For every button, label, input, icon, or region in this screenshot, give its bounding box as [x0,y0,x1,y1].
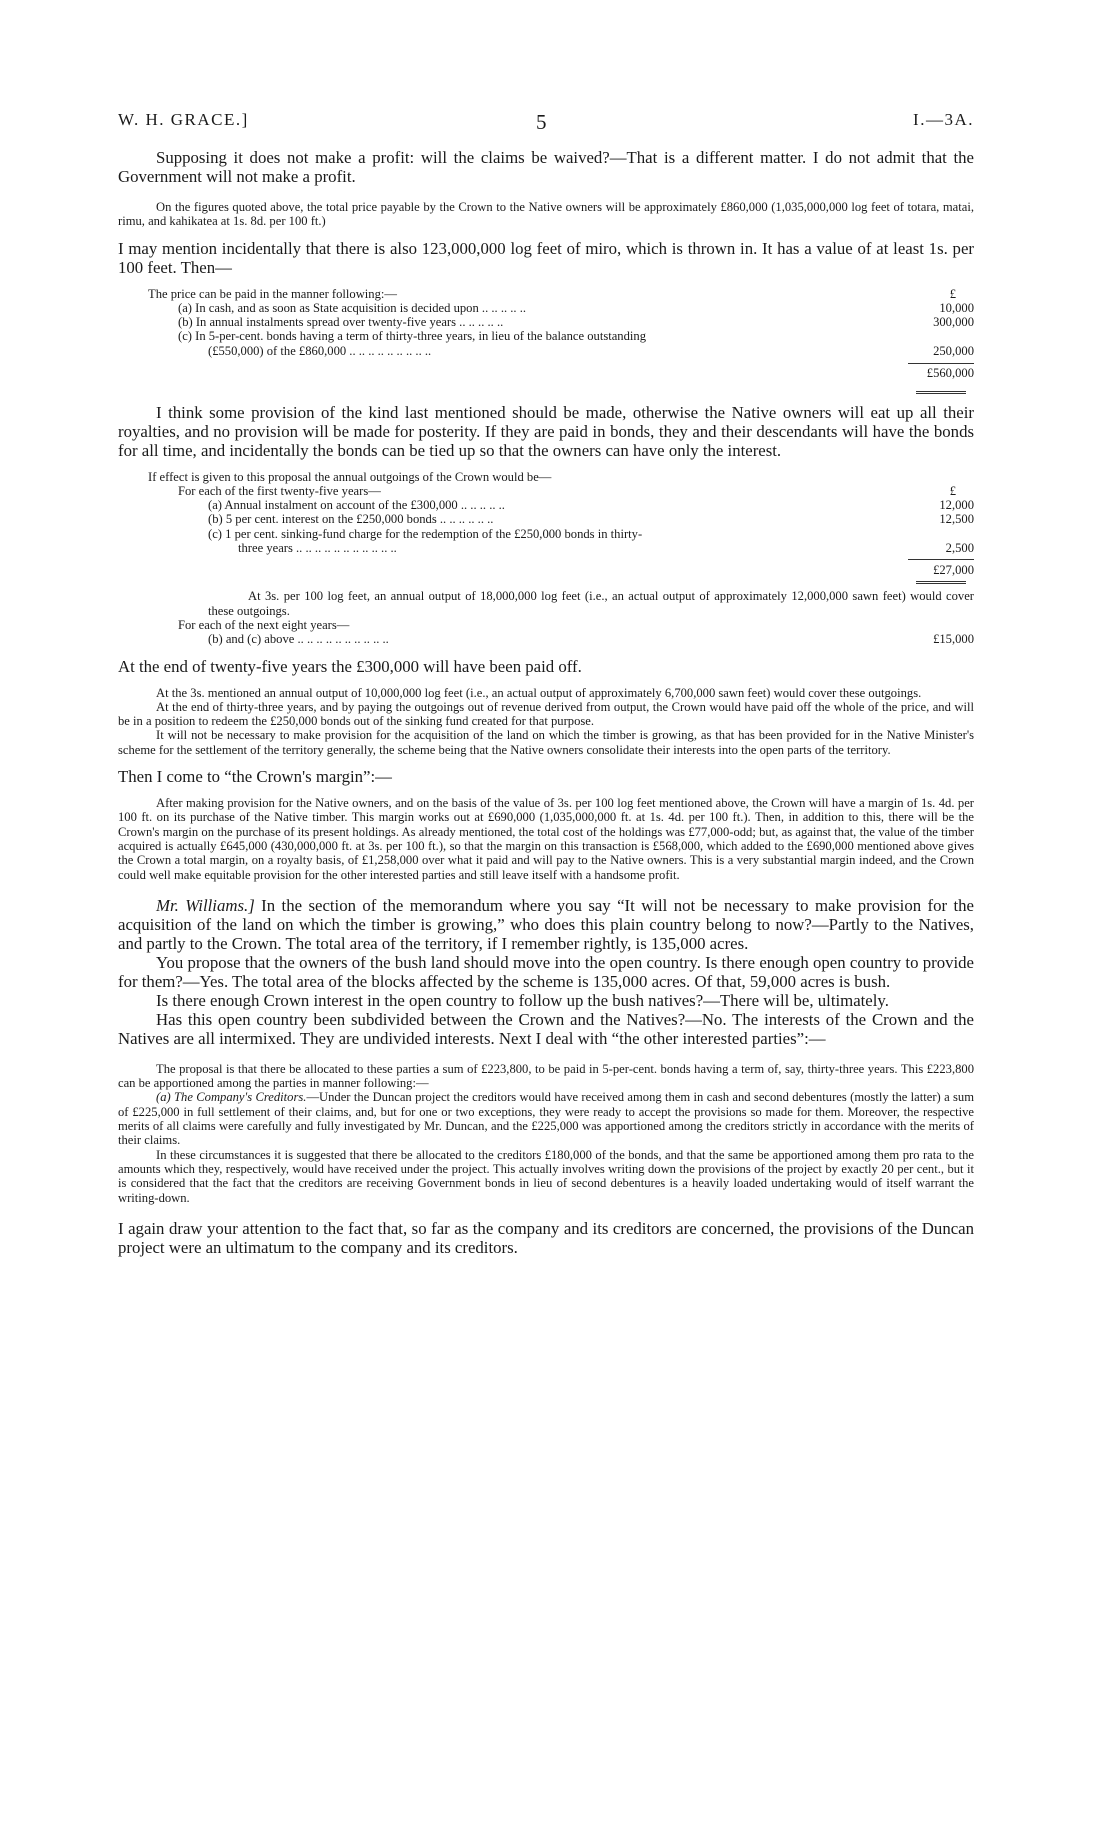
price-table-total: £560,000 [926,366,974,381]
price-row-a-amount: 10,000 [939,300,974,315]
outgoings-rule [908,559,974,560]
price-row-b-amount: 300,000 [933,315,974,330]
header-witness-name: W. H. GRACE.] [118,110,249,129]
outgoings-total: £27,000 [933,563,974,578]
paragraph-miro: I may mention incidentally that there is also 123,000,000 log feet of miro, which is thrown in. It has a value of at least 1s. per 100 feet. Then— [118,238,974,277]
outgoings-intro: If effect is given to this proposal the annual outgoings of the Crown would be— [148,469,552,484]
paragraph-subdivided: Has this open country been subdivided between the Crown and the Natives?—No. The interests of the Crown and the Natives are all intermixed. They are undivided interests. Next I deal with “the other interested parties”:— [118,1009,974,1048]
paragraph-open-country: You propose that the owners of the bush land should move into the open country. Is there enough open country to provide for them?—Yes. The total area of the blocks affected by the scheme is 135,000 acres. Of that, 59,000 acres is bush. [118,952,974,991]
price-payment-table [118,287,974,391]
outgoings-row-c-label-cont: three years .. .. .. .. .. .. .. .. .. .. .. [238,541,397,556]
paragraph-crown-margin-heading: Then I come to “the Crown's margin”:— [118,767,392,787]
document-page [118,110,974,1257]
outgoings-row-bc-amount: £15,000 [933,632,974,647]
outgoings-first-years: For each of the first twenty-five years— [178,483,381,498]
paragraph-company-creditors [118,1090,974,1147]
outgoings-next-years: For each of the next eight years— [178,617,350,632]
price-table-currency: £ [949,286,956,301]
williams-question-text: In the section of the memorandum where you say “It will not be necessary to make provision for the acquisition of the land on which the timber is growing,” who does this plain country belong to now?—Partly to the Natives, and partly to the Crown. The total area of the territory, if I remember rightly, is 135,000 acres. [118,895,975,953]
outgoings-row-bc-label: (b) and (c) above .. .. .. .. .. .. .. .. .. .. [208,632,389,647]
outgoings-row-a-label: (a) Annual instalment on account of the £300,000 .. .. .. .. .. [208,498,505,513]
price-row-c-amount: 250,000 [933,343,974,358]
paragraph-paid-off: At the end of twenty-five years the £300,000 will have been paid off. [118,656,582,676]
outgoings-currency: £ [949,483,956,498]
outgoings-row-c-label: (c) 1 per cent. sinking-fund charge for the redemption of the £250,000 bonds in thirty- [208,526,643,541]
price-row-b-label: (b) In annual instalments spread over twenty-five years .. .. .. .. .. [178,315,504,330]
paragraph-creditors-allocation: In these circumstances it is suggested that there be allocated to the creditors £180,000 of the bonds, and that the same be apportioned among them pro rata to the amounts which they, respectively, would have received under the project. This actually involves writing down the provisions of the project by exactly 20 per cent., but it is considered that the fact that the creditors are receiving Government bonds in lieu of second debentures is a heavily loaded undertaking would of itself warrant the writing-down. [118,1147,974,1205]
outgoings-row-c-amount: 2,500 [945,541,974,556]
paragraph-allocation-proposal: The proposal is that there be allocated to these parties a sum of £223,800, to be paid in 5-per-cent. bonds having a term of, say, thirty-three years. This £223,800 can be apportioned among the parties in manner following:— [118,1061,974,1091]
price-table-double-rule [916,391,966,394]
price-row-a-label: (a) In cash, and as soon as State acquisition is decided upon .. .. .. .. .. [178,300,527,315]
outgoings-table [118,470,974,647]
paragraph-williams-question [118,896,974,953]
price-table-rule [908,363,974,364]
outgoings-row-b-label: (b) 5 per cent. interest on the £250,000 bonds .. .. .. .. .. .. [208,512,494,527]
price-row-c-label-cont: (£550,000) of the £860,000 .. .. .. .. .. .. .. .. .. [208,343,432,358]
header-paper-ref: I.—3A. [913,110,974,129]
paragraph-crown-interest: Is there enough Crown interest in the open country to follow up the bush natives?—There will be, ultimately. [156,990,889,1010]
paragraph-thirty-three-years: At the end of thirty-three years, and by paying the outgoings out of revenue derived from output, the Crown would have paid off the whole of the price, and will be in a position to redeem the £250,000 bonds out of the sinking fund created for that purpose. [118,699,974,729]
paragraph-duncan-ultimatum: I again draw your attention to the fact that, so far as the company and its creditors are concerned, the provisions of the Duncan project were an ultimatum to the company and its creditors. [118,1218,974,1257]
paragraph-profit-question: Supposing it does not make a profit: will the claims be waived?—That is a different matter. I do not admit that the Government will not make a profit. [118,148,974,186]
outgoings-output-note: At 3s. per 100 log feet, an annual output of 18,000,000 log feet (i.e., an actual output of approximately 12,000,000 sawn feet) would cover these outgoings. [208,589,974,618]
outgoings-row-b-amount: 12,500 [939,512,974,527]
paragraph-annual-output: At the 3s. mentioned an annual output of 10,000,000 log feet (i.e., an actual output of approximately 6,700,000 sawn feet) would cover these outgoings. [156,685,922,700]
page-number: 5 [536,110,548,134]
creditors-lead: (a) The Company's Creditors. [156,1090,307,1105]
paragraph-crown-margin: After making provision for the Native owners, and on the basis of the value of 3s. per 100 log feet mentioned above, the Crown will have a margin of 1s. 4d. per 100 ft. on its purchase of the Native timber. This margin works out at £690,000 (1,035,000,000 ft. at 1s. 4d. per 100 ft.). Then, in addition to this, there will be the Crown's margin on the purchase of its present holdings. As already mentioned, the total cost of the holdings was £77,000-odd; but, as against that, the value of the timber acquired is actually £645,000 (430,000,000 ft. at 3s. per 100 ft.), so that the margin on this transaction is £568,000, which added to the £690,000 mentioned above gives the Crown a total margin, on a royalty basis, of £1,258,000 over what it paid and will pay to the Native owners. This is a very substantial margin indeed, and the Crown could well make equitable provision for the other interested parties and still leave itself with a handsome profit. [118,796,974,882]
creditors-text: —Under the Duncan project the creditors would have received among them in cash and second debentures (mostly the latter) a sum of £225,000 in full settlement of their claims, and, but for one or two exceptions, they were ready to accept the provisions so made for them. Moreover, the respective merits of all claims were carefully and fully investigated by Mr. Duncan, and the £225,000 was apportioned among the creditors strictly in accordance with the merits of their claims. [118,1090,975,1148]
price-row-c-label: (c) In 5-per-cent. bonds having a term of thirty-three years, in lieu of the balance outstanding [178,329,646,344]
paragraph-total-price: On the figures quoted above, the total price payable by the Crown to the Native owners will be approximately £860,000 (1,035,000,000 log feet of totara, matai, rimu, and kahikatea at 1s. 8d. per 100 ft.) [118,200,974,229]
paragraph-land-acquisition: It will not be necessary to make provision for the acquisition of the land on which the timber is growing, as that has been provided for in the Native Minister's scheme for the settlement of the territory generally, the scheme being that the Native owners consolidate their interests into the open parts of the territory. [118,728,974,757]
paragraph-bond-provision: I think some provision of the kind last mentioned should be made, otherwise the Native owners will eat up all their royalties, and no provision will be made for posterity. If they are paid in bonds, they and their descendants will have the bonds for all time, and incidentally the bonds can be tied up so that the owners can have only the interest. [118,402,974,460]
outgoings-row-a-amount: 12,000 [939,498,974,513]
speaker-name: Mr. Williams.] [156,895,255,915]
running-header [118,110,974,134]
price-table-intro: The price can be paid in the manner following:— [148,286,397,301]
outgoings-double-rule [916,581,966,584]
